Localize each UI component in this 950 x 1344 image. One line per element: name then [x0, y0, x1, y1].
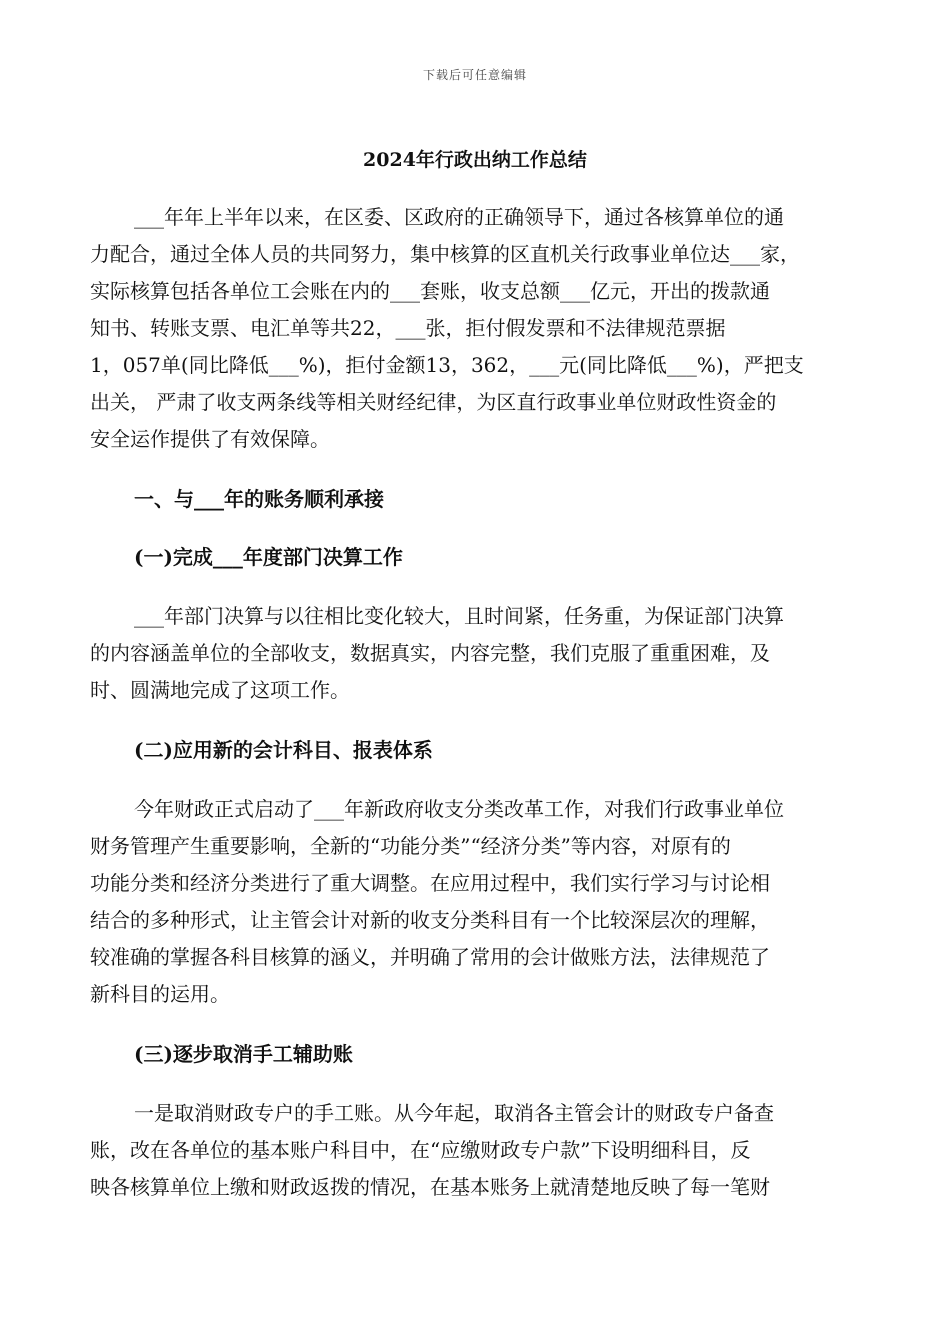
subsection-3-line-1: 一是取消财政专户的手工账。从今年起，取消各主管会计的财政专户备查	[134, 1101, 774, 1125]
subsection-2-line-2: 财务管理产生重要影响，全新的“功能分类”“经济分类”等内容，对原有的	[90, 834, 731, 858]
subsection-2-line-1: 今年财政正式启动了___年新政府收支分类改革工作，对我们行政事业单位	[134, 797, 784, 821]
subsection-3-line-2: 账，改在各单位的基本账户科目中，在“应缴财政专户款”下设明细科目，反	[90, 1138, 751, 1162]
intro-line-1: ___年年上半年以来，在区委、区政府的正确领导下，通过各核算单位的通	[134, 205, 784, 229]
subsection-1-line-2: 的内容涵盖单位的全部收支，数据真实，内容完整，我们克服了重重困难，及	[90, 641, 770, 665]
subsection-1-heading: (一)完成___年度部门决算工作	[134, 545, 403, 569]
intro-line-4: 知书、转账支票、电汇单等共22，___张，拒付假发票和不法律规范票据	[90, 316, 726, 340]
subsection-2-heading: (二)应用新的会计科目、报表体系	[134, 738, 433, 762]
subsection-2-line-3: 功能分类和经济分类进行了重大调整。在应用过程中，我们实行学习与讨论相	[90, 871, 770, 895]
intro-line-6: 出关， 严肃了收支两条线等相关财经纪律，为区直行政事业单位财政性资金的	[90, 390, 777, 414]
subsection-2-line-6: 新科目的运用。	[90, 982, 230, 1006]
subsection-1-line-3: 时、圆满地完成了这项工作。	[90, 678, 350, 702]
subsection-2-line-4: 结合的多种形式，让主管会计对新的收支分类科目有一个比较深层次的理解，	[90, 908, 770, 932]
document-title: 2024年行政出纳工作总结	[363, 149, 587, 171]
section-1-heading: 一、与___年的账务顺利承接	[134, 487, 384, 511]
intro-line-3: 实际核算包括各单位工会账在内的___套账，收支总额___亿元，开出的拨款通	[90, 279, 770, 303]
subsection-3-heading: (三)逐步取消手工辅助账	[134, 1042, 353, 1066]
intro-line-2: 力配合，通过全体人员的共同努力，集中核算的区直机关行政事业单位达___家，	[90, 242, 800, 266]
intro-line-7: 安全运作提供了有效保障。	[90, 427, 330, 451]
subsection-2-line-5: 较准确的掌握各科目核算的涵义，并明确了常用的会计做账方法，法律规范了	[90, 945, 770, 969]
subsection-3-line-3: 映各核算单位上缴和财政返拨的情况，在基本账务上就清楚地反映了每一笔财	[90, 1175, 770, 1199]
header-note: 下载后可任意编辑	[422, 68, 527, 82]
intro-line-5: 1，057单(同比降低___%)，拒付金额13，362，___元(同比降低___%)，严把支	[90, 353, 804, 377]
subsection-1-line-1: ___年部门决算与以往相比变化较大，且时间紧，任务重，为保证部门决算	[134, 604, 784, 628]
